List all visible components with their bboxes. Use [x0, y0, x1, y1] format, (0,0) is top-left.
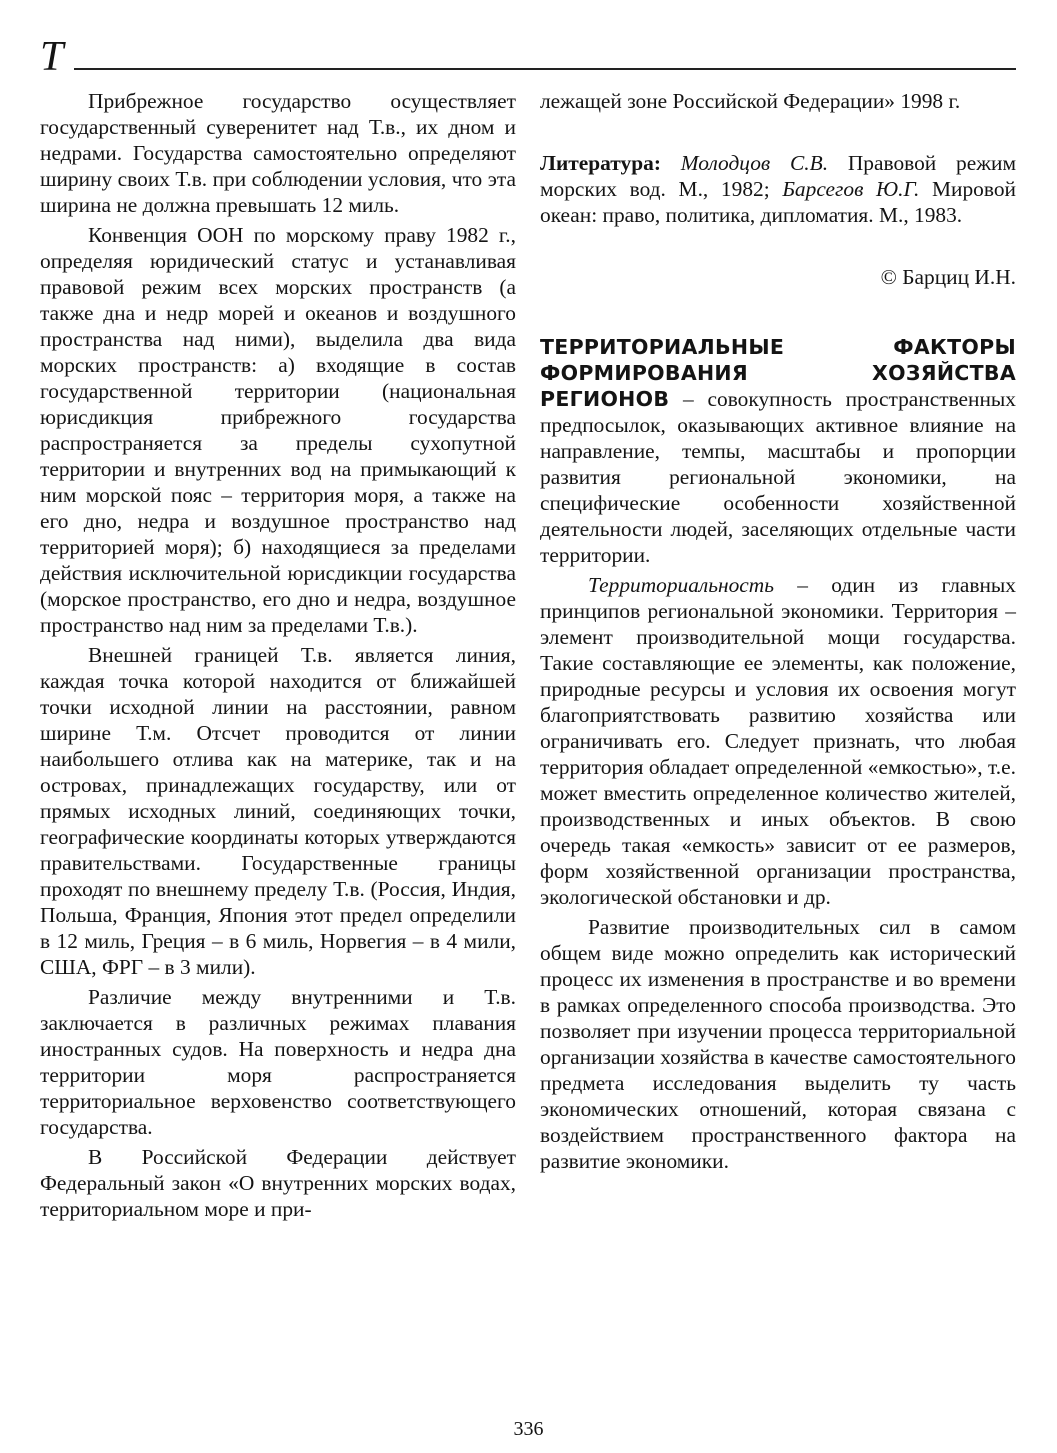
- copyright-author: © Барциц И.Н.: [880, 265, 1016, 289]
- page-number: 336: [513, 1418, 544, 1440]
- paragraph: В Российской Федерации действует Федеральный закон «О внутренних морских водах, территориальном море и при-: [40, 1145, 516, 1221]
- literature-block: [540, 150, 1016, 228]
- entry: [540, 334, 1016, 568]
- paragraph: Конвенция ООН по морскому праву 1982 г., определяя юридический статус и устанавливая правовой режим всех морских пространств (а также дна и недр морей и океанов и воздушного пространства над ними), выделила два вида морских пространств: а) входящие в состав государственной территории (национальная юрисдикция прибрежного государства распространяется за пределы сухопутной территории и внутренних вод на примыкающий к ним морской пояс – территория моря, а также на его дно, недра и воздушное пространство над территорией моря); б) находящиеся за пределами действия исключительной юрисдикции государства (морское пространство, его дно и недра, воздушное пространство над ним за пределами Т.в.).: [40, 223, 516, 637]
- entry-term: ТЕРРИТОРИАЛЬНЫЕ ФАКТОРЫ ФОРМИРОВАНИЯ ХОЗЯЙСТВА РЕГИОНОВ: [540, 335, 1016, 411]
- paragraph: Различие между внутренними и Т.в. заключается в различных режимах плавания иностранных судов. На поверхность и недра дна территории моря распространяется территориальное верховенство соответствующего государства.: [40, 985, 516, 1139]
- paragraph-continuation: лежащей зоне Российской Федерации» 1998 г.: [540, 89, 961, 113]
- literature-label: Литература:: [540, 151, 661, 175]
- section-letter: Т: [40, 34, 64, 80]
- literature-title: Правовой режим морских вод. М., 1982;: [540, 151, 1016, 201]
- paragraph: Развитие производительных сил в самом общем виде можно определить как исторический процесс их изменения в пространстве и во времени в рамках определенного способа производства. Это позволяет при изучении процесса территориальной организации хозяйства в качестве самостоятельного предмета исследования выделить ту часть экономических отношений, которая связана с воздействием пространственного фактора на развитие экономики.: [540, 915, 1016, 1173]
- paragraph: Внешней границей Т.в. является линия, каждая точка которой находится от ближайшей точки исходной линии на расстоянии, равном ширине Т.м. Отсчет проводится от линии наибольшего отлива как на материке, так и на островах, принадлежащих государству, или от прямых исходных линий, соединяющих точки, географические координаты которых утверждаются правительствами. Государственные границы проходят по внешнему пределу Т.в. (Россия, Индия, Польша, Франция, Япония этот предел определили в 12 миль, Греция – в 6 миль, Норвегия – в 4 мили, США, ФРГ – в 3 мили).: [40, 643, 516, 979]
- literature-author: Молодцов С.В.: [680, 151, 829, 175]
- left-column: [40, 88, 516, 1222]
- paragraph: Прибрежное государство осуществляет государственный суверенитет над Т.в., их дном и недрами. Государства самостоятельно определяют ширину своих Т.в. при соблюдении условия, что эта ширина не должна превышать 12 миль.: [40, 89, 516, 217]
- emphasis-term: Территориальность: [588, 573, 774, 597]
- paragraph: [540, 572, 1016, 910]
- entry-definition: – совокупность пространственных предпосылок, оказывающих активное влияние на направление, темпы, масштабы и пропорции развития региональной экономики, на специфические особенности хозяйственной деятельности людей, заселяющих отдельные части территории.: [540, 387, 1016, 567]
- literature-title: Мировой океан: право, политика, дипломатия. М., 1983.: [540, 177, 1016, 227]
- literature-author: Барсегов Ю.Г.: [782, 177, 920, 201]
- header-rule: [74, 68, 1016, 70]
- right-column: [540, 88, 1016, 1174]
- paragraph-text: – один из главных принципов региональной экономики. Территория – элемент производительной мощи государства. Такие составляющие ее элементы, как положение, природные ресурсы и условия их освоения могут благоприятствовать развитию хозяйства или ограничивать его. Следует признать, что любая территория обладает определенной «емкостью», т.е. может вместить определенное количество жителей, производственных и иных объектов. В свою очередь такая «емкость» зависит от ее размеров, форм хозяйственной организации пространства, экологической обстановки и др.: [540, 573, 1016, 909]
